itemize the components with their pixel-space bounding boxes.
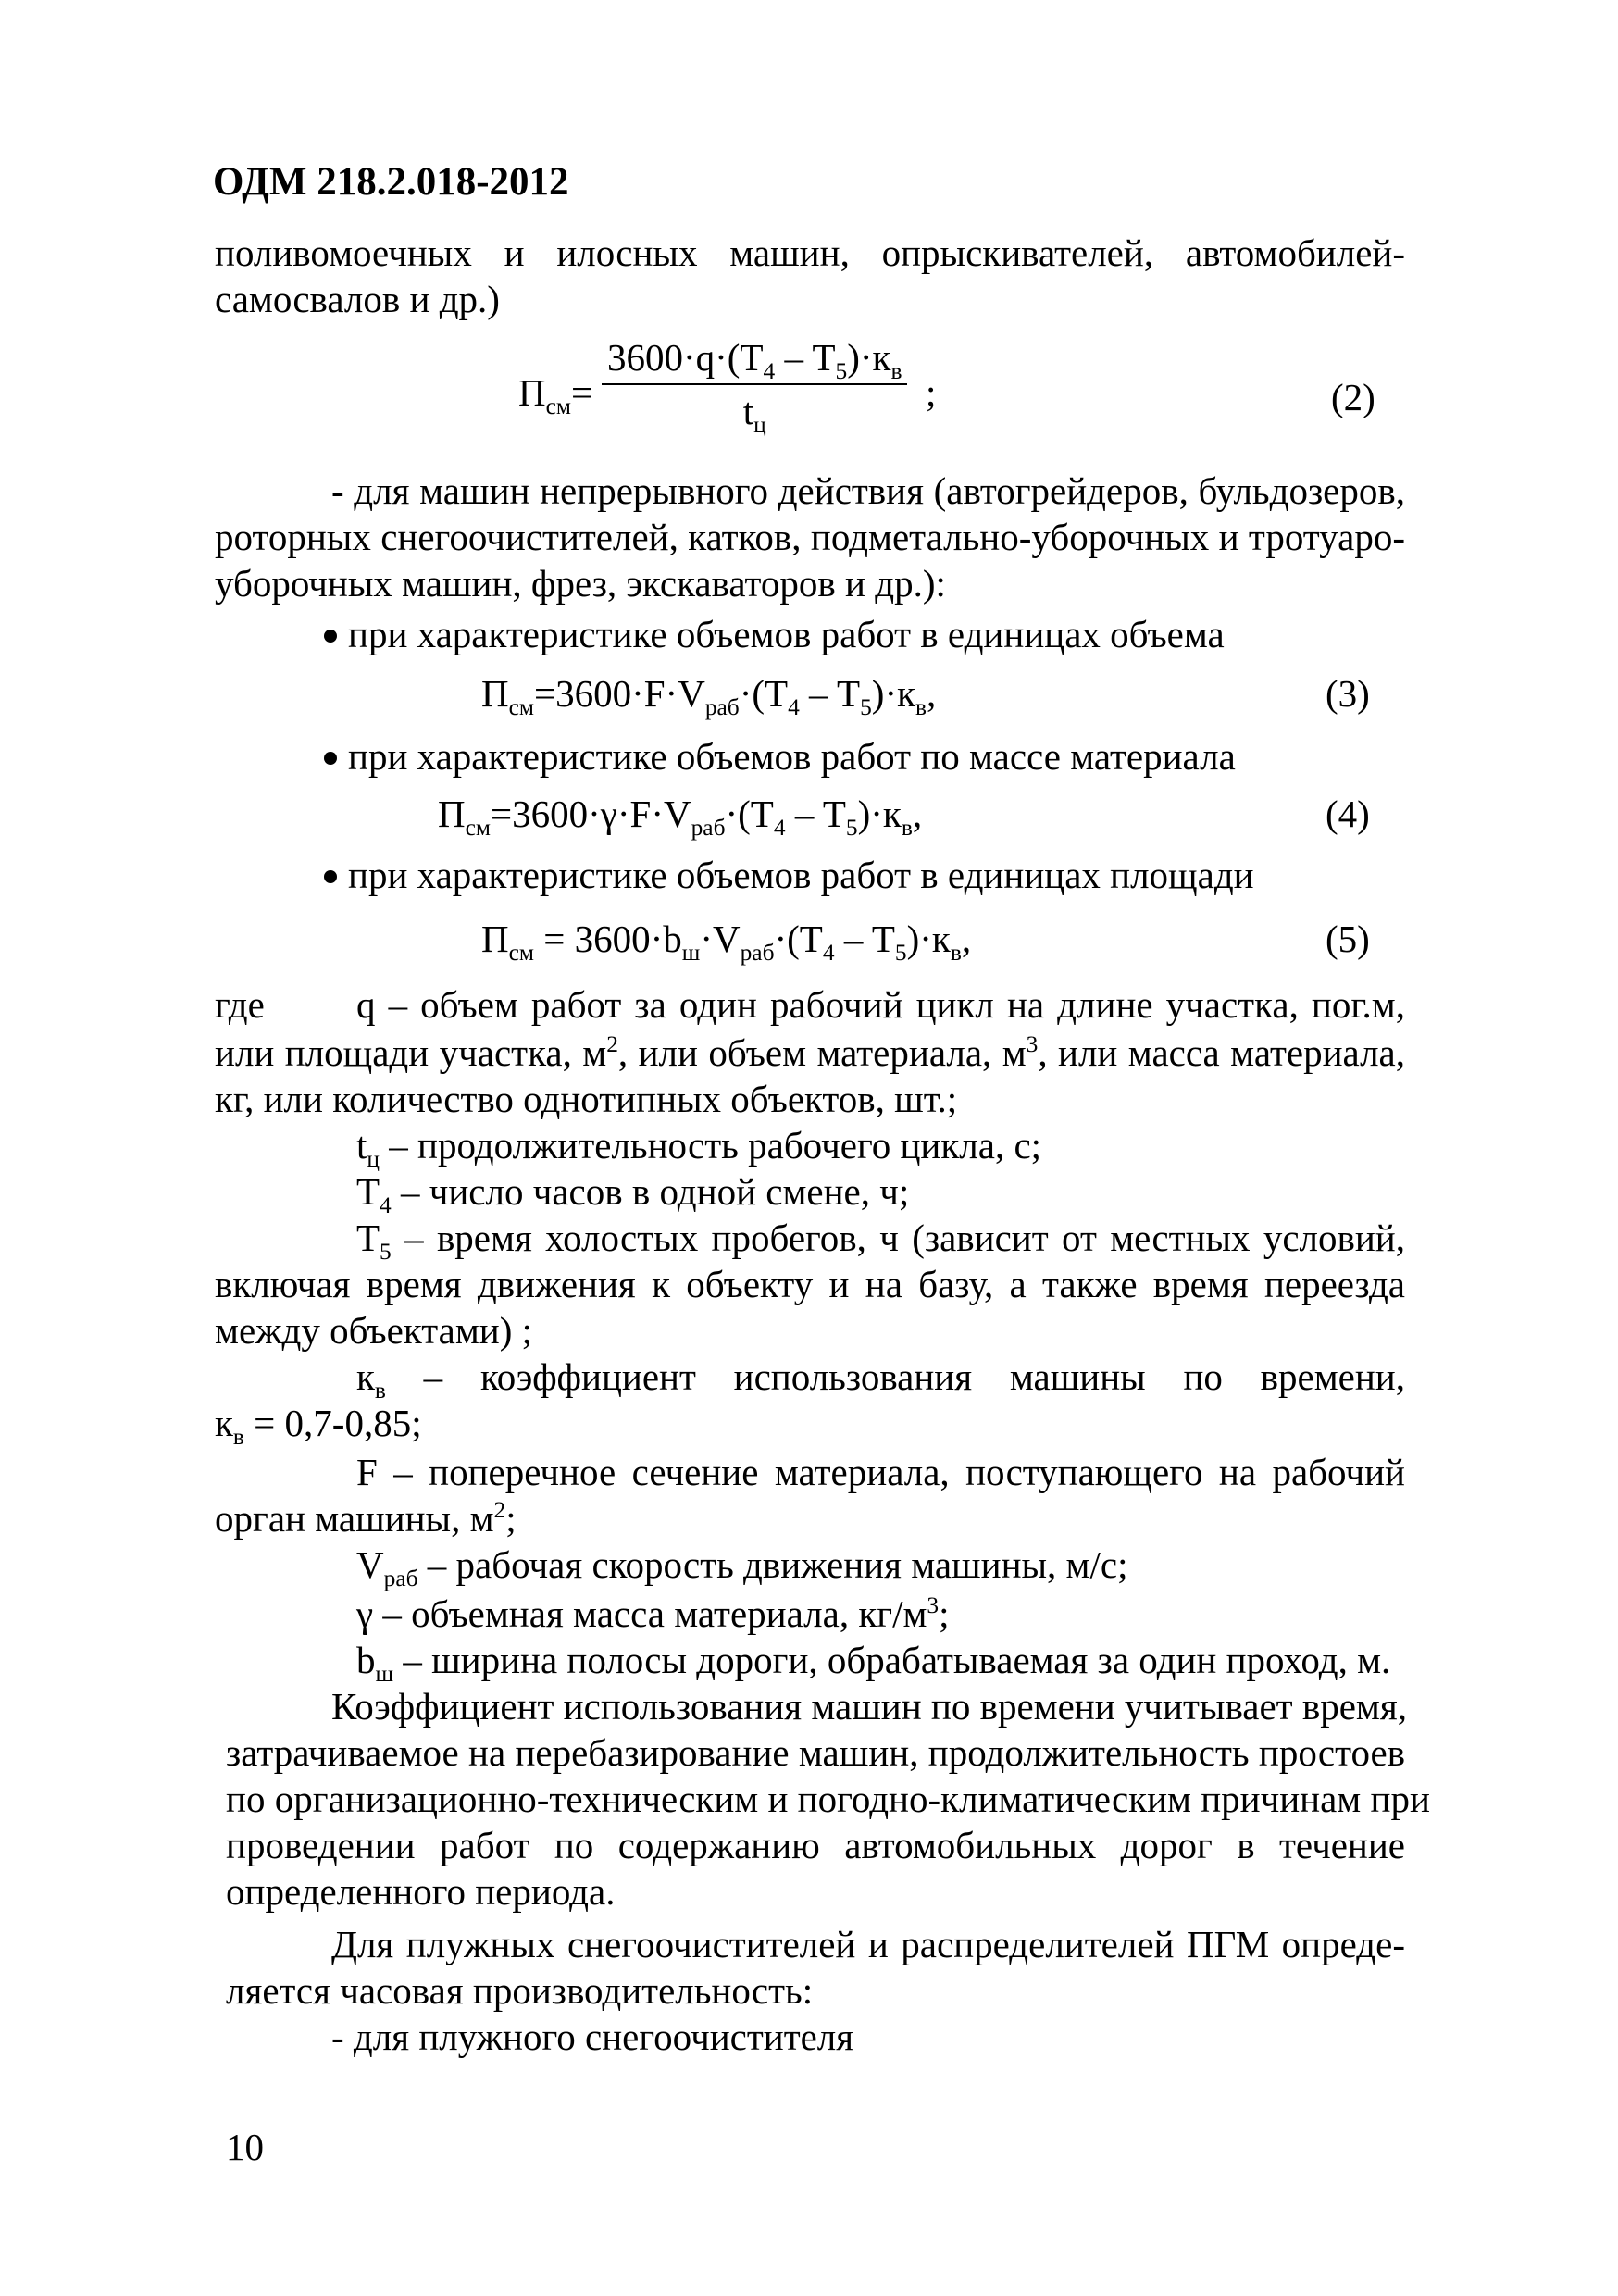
continuous-line-2: роторных снегоочистителей, катков, подметально-уборочных и тротуаро- — [215, 516, 1405, 558]
formula-2-semicolon: ; — [926, 371, 937, 414]
document-code-header: ОДМ 218.2.018-2012 — [213, 160, 569, 204]
def-kv-line-1: $к_в$ – коэффициент использования машины по времени, — [356, 1355, 1405, 1404]
def-f-line-2: орган машины, $м^2$; — [215, 1496, 517, 1540]
def-t5-line-2: включая время движения к объекту и на базу, а также время переезда — [215, 1263, 1405, 1305]
formula-4-number: (4) — [1326, 792, 1370, 835]
continuous-line-3: уборочных машин, фрез, экскаваторов и др.): — [215, 562, 946, 605]
para1-line-2: затрачиваемое на перебазирование машин, продолжительность простоев — [226, 1731, 1405, 1774]
continuous-line-1: - для машин непрерывного действия (автогрейдеров, бульдозеров, — [331, 469, 1405, 512]
bullet-area: при характеристике объемов работ в единицах площади — [324, 852, 1254, 898]
page-number: 10 — [226, 2126, 264, 2168]
formula-2-equals: = — [570, 371, 593, 414]
def-tc: $t_ц$ – продолжительность рабочего цикла, с; — [356, 1124, 1042, 1172]
formula-2-numerator: $3600\cdot q\cdot(T_4 - T_5)\cdot к_в$ — [607, 336, 902, 384]
para2-line-3: - для плужного снегоочистителя — [331, 2015, 854, 2058]
formula-2-fraction — [602, 335, 907, 438]
def-q-line-3: кг, или количество однотипных объектов, шт.; — [215, 1078, 958, 1120]
formula-2-lhs — [518, 370, 593, 419]
def-q-line-2: или площади участка, $м^2$, или объем материала, $м^3$, или масса материала, — [215, 1030, 1405, 1074]
formula-5-number: (5) — [1326, 917, 1370, 960]
bullet-icon — [324, 630, 337, 643]
formula-2-number: (2) — [1331, 376, 1375, 418]
intro-line-1: поливомоечных и илосных машин, опрыскивателей, автомобилей- — [215, 231, 1405, 274]
para2-line-2: ляется часовая производительность: — [226, 1969, 814, 2012]
para2-line-1: Для плужных снегоочистителей и распределителей ПГМ опреде- — [331, 1923, 1405, 1965]
def-t4: $T_4$ – число часов в одной смене, ч; — [356, 1170, 910, 1218]
def-gamma: γ – объемная масса материала, $кг/м^3$; — [356, 1591, 950, 1635]
formula-2-p-sub: см — [545, 393, 571, 419]
formula-3-number: (3) — [1326, 672, 1370, 715]
para1-line-4: проведении работ по содержанию автомобильных дорог в течение — [226, 1824, 1405, 1866]
formula-5: $П_{см} = 3600\cdot b_ш\cdot V_{раб}\cdot(T_4 - T_5)\cdot к_в$, — [481, 917, 972, 966]
formula-2-denominator: $t_ц$ — [742, 390, 766, 438]
para1-line-5: определенного периода. — [226, 1870, 616, 1913]
bullet-icon — [324, 752, 337, 765]
para1-line-3: по организационно-техническим и погодно-климатическим причинам при — [226, 1778, 1430, 1820]
intro-line-2: самосвалов и др.) — [215, 278, 500, 320]
bullet-mass: при характеристике объемов работ по массе материала — [324, 733, 1236, 780]
formula-2-p: П — [518, 371, 546, 414]
def-v: $V_{раб}$ – рабочая скорость движения машины, м/с; — [356, 1543, 1128, 1591]
para1-line-1: Коэффициент использования машин по времени учитывает время, — [331, 1685, 1407, 1728]
def-f-line-1: F – поперечное сечение материала, поступающего на рабочий — [356, 1451, 1405, 1493]
def-kv-line-2: $к_в = 0,7-0,85$; — [215, 1402, 422, 1450]
formula-4: $П_{см}=3600\cdot\gamma\cdot F\cdot V_{раб}\cdot(T_4 - T_5)\cdot к_в$, — [438, 792, 923, 841]
bullet-icon — [324, 870, 337, 883]
where-label: где — [215, 983, 265, 1026]
bullet-volume: при характеристике объемов работ в единицах объема — [324, 611, 1225, 657]
def-t5-line-1: $T_5$ – время холостых пробегов, ч (зависит от местных условий, — [356, 1217, 1405, 1265]
def-q-line-1: q – объем работ за один рабочий цикл на длине участка, пог.м, — [356, 983, 1405, 1026]
def-t5-line-3: между объектами) ; — [215, 1309, 532, 1352]
formula-3: $П_{см}=3600\cdot F\cdot V_{раб}\cdot(T_4 - T_5)\cdot к_в$, — [481, 672, 937, 720]
def-b: $b_ш$ – ширина полосы дороги, обрабатываемая за один проход, м. — [356, 1639, 1391, 1687]
